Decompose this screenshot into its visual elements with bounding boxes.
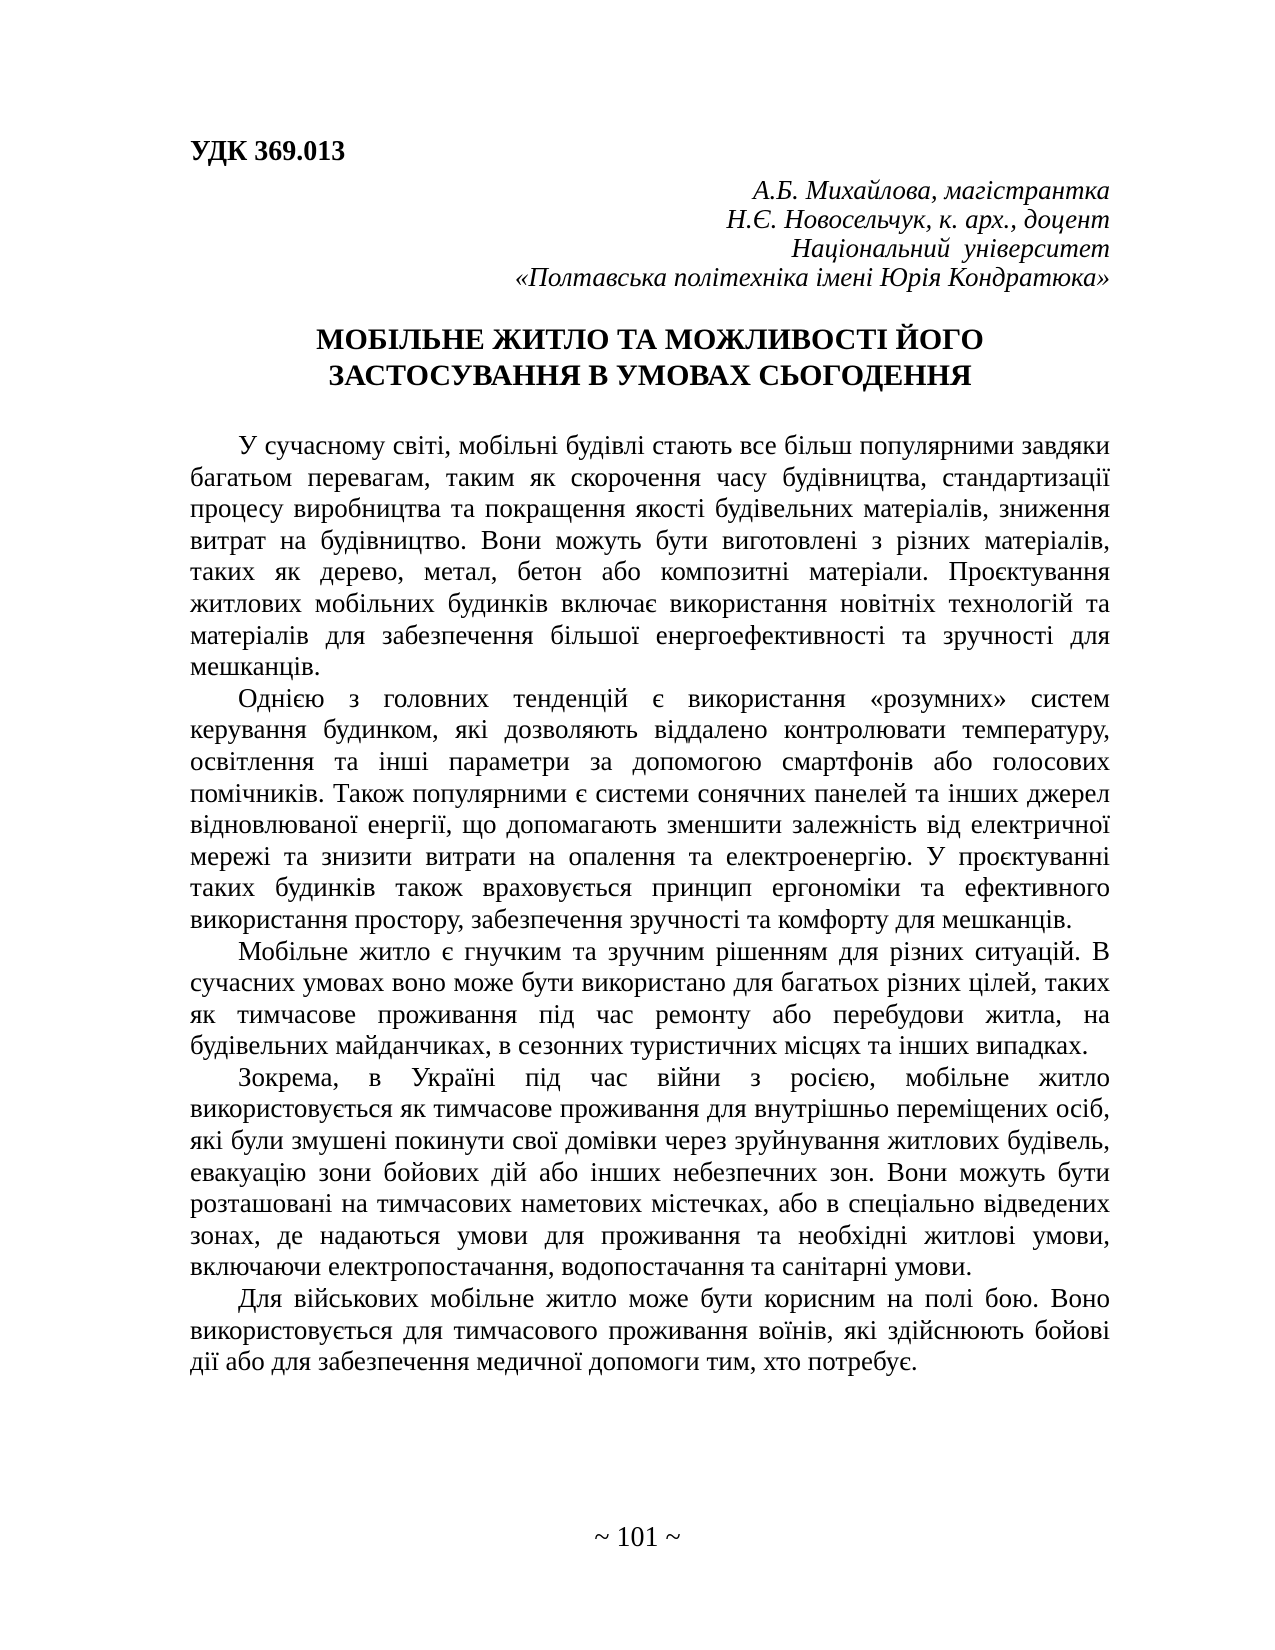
article-title-line-1: МОБІЛЬНЕ ЖИТЛО ТА МОЖЛИВОСТІ ЙОГО — [316, 323, 984, 356]
byline-author-2: Н.Є. Новосельчук, к. арх., доцент — [726, 204, 1110, 234]
byline-author-1: А.Б. Михайлова, магістрантка — [752, 175, 1110, 205]
paragraph-5: Для військових мобільне житло може бути корисним на полі бою. Воно використовується для тимчасового проживання воїнів, які здійснюють бойові дії або для забезпечення медичної допомоги тим, хто потребує. — [190, 1283, 1110, 1377]
article-title — [190, 322, 1110, 394]
paragraph-3: Мобільне житло є гнучким та зручним рішенням для різних ситуацій. В сучасних умовах воно може бути використано для багатьох різних цілей, таких як тимчасове проживання під час ремонту або перебудови житла, на будівельних майданчиках, в сезонних туристичних місцях та інших випадках. — [190, 935, 1110, 1061]
paragraph-4: Зокрема, в Україні під час війни з росією, мобільне житло використовується як тимчасове проживання для внутрішньо переміщених осіб, які були змушені покинути свої домівки через зруйнування житлових будівель, евакуацію зони бойових дій або інших небезпечних зон. Вони можуть бути розташовані на тимчасових наметових містечках, або в спеціально відведених зонах, де надаються умови для проживання та необхідні житлові умови, включаючи електропостачання, водопостачання та санітарні умови. — [190, 1061, 1110, 1282]
article-title-line-2: ЗАСТОСУВАННЯ В УМОВАХ СЬОГОДЕННЯ — [328, 359, 972, 392]
page-number: ~ 101 ~ — [594, 1522, 681, 1553]
byline-university-name: «Полтавська політехніка імені Юрія Кондратюка» — [514, 262, 1110, 292]
paragraph-2: Однією з головних тенденцій є використання «розумних» систем керування будинком, які дозволяють віддалено контролювати температуру, освітлення та інші параметри за допомогою смартфонів або голосових помічників. Також популярними є системи сонячних панелей та інших джерел відновлюваної енергії, що допомагають зменшити залежність від електричної мережі та знизити витрати на опалення та електроенергію. У проєктуванні таких будинків також враховується принцип ергономіки та ефективного використання простору, забезпечення зручності та комфорту для мешканців. — [190, 682, 1110, 934]
udc-code: УДК 369.013 — [190, 136, 346, 167]
article-body — [190, 430, 1110, 1378]
page-content — [190, 0, 1110, 1378]
byline — [190, 176, 1110, 292]
byline-university: Національний університет — [791, 233, 1110, 263]
paragraph-1: У сучасному світі, мобільні будівлі стають все більш популярними завдяки багатьом перевагам, таким як скорочення часу будівництва, стандартизації процесу виробництва та покращення якості будівельних матеріалів, зниження витрат на будівництво. Вони можуть бути виготовлені з різних матеріалів, таких як дерево, метал, бетон або композитні матеріали. Проєктування житлових мобільних будинків включає використання новітніх технологій та матеріалів для забезпечення більшої енергоефективності та зручності для мешканців. — [190, 430, 1110, 682]
